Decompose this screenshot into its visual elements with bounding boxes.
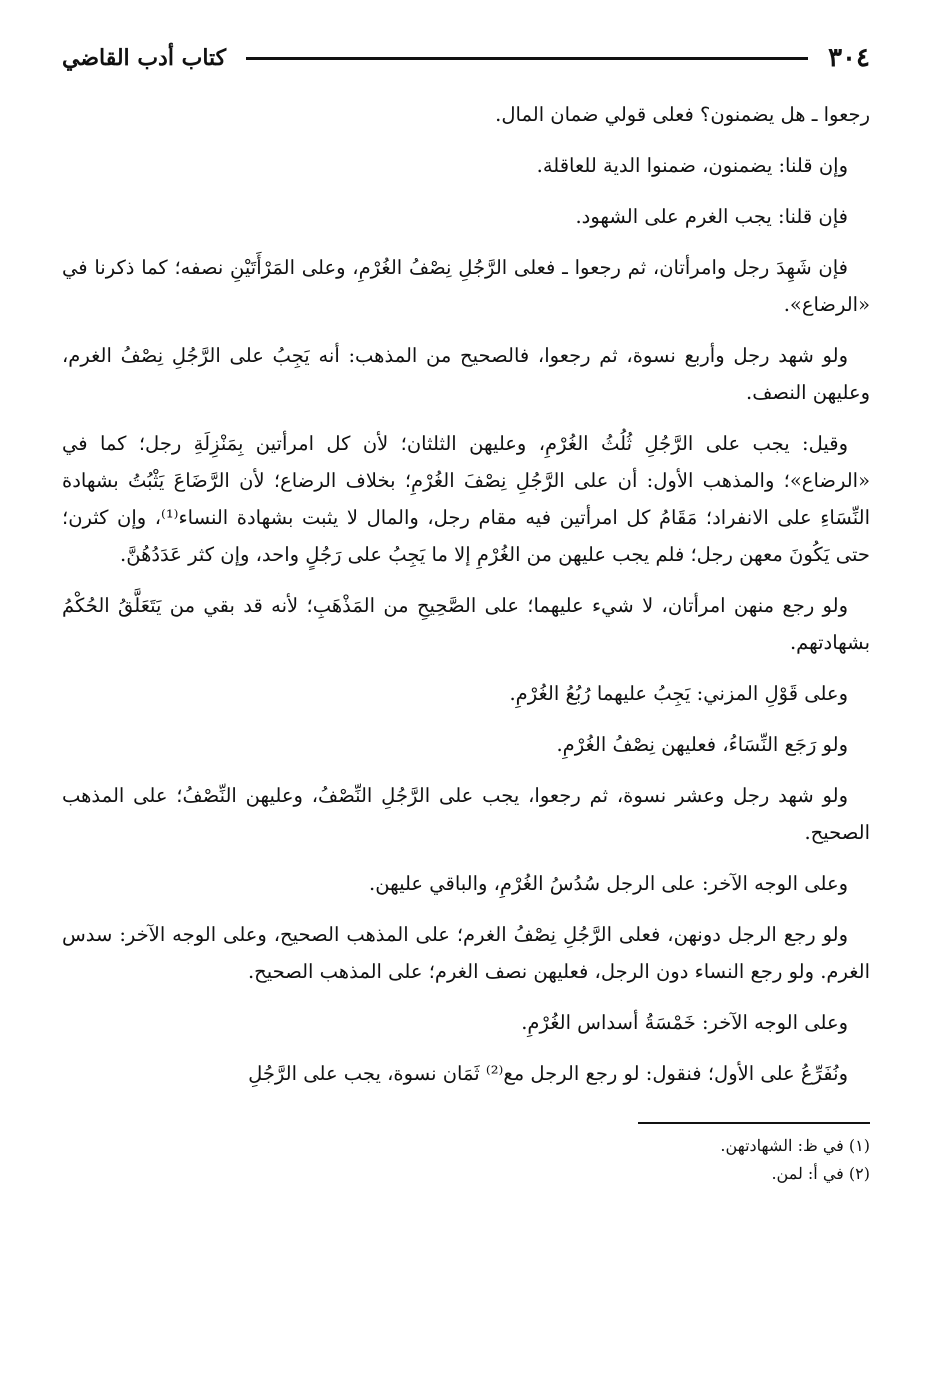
paragraph: فإن قلنا: يجب الغرم على الشهود. (575, 205, 848, 228)
paragraph: فإن شَهِدَ رجل وامرأتان، ثم رجعوا ـ فعلى الرَّجُلِ نِصْفُ الغُرْمِ، وعلى المَرْأَتَيْنِ نصفه؛ كما ذكرنا في «الرضاع». (62, 256, 870, 316)
page-header (62, 40, 870, 76)
footnote-rule (638, 1122, 870, 1124)
paragraph: رجعوا ـ هل يضمنون؟ فعلى قولي ضمان المال. (495, 103, 870, 126)
paragraph: وعلى الوجه الآخر: خَمْسَةُ أسداس الغُرْمِ. (521, 1011, 848, 1034)
page-number: ٣٠٤ (828, 43, 870, 73)
book-page (62, 40, 870, 1188)
footnote: (١) في ظ: الشهادتهن. (720, 1136, 870, 1155)
header-rule (246, 57, 808, 60)
paragraph: ولو شهد رجل وأربع نسوة، ثم رجعوا، فالصحيح من المذهب: أنه يَجِبُ على الرَّجُلِ نِصْفُ الغرم، وعليهن النصف. (62, 344, 870, 404)
paragraph: ولو شهد رجل وعشر نسوة، ثم رجعوا، يجب على الرَّجُلِ النِّصْفُ، وعليهن النِّصْفُ؛ على المذهب الصحيح. (62, 784, 870, 844)
paragraph: ونُفَرِّعُ على الأول؛ فنقول: لو رجع الرجل مع⁽²⁾ ثَمَان نسوة، يجب على الرَّجُلِ (248, 1062, 848, 1085)
paragraph: وإن قلنا: يضمنون، ضمنوا الدية للعاقلة. (536, 154, 848, 177)
paragraph: ولو رَجَع النِّسَاءُ، فعليهن نِصْفُ الغُرْمِ. (556, 733, 848, 756)
paragraph: ولو رجع الرجل دونهن، فعلى الرَّجُلِ نِصْفُ الغرم؛ على المذهب الصحيح، وعلى الوجه الآخر: سدس الغرم. ولو رجع النساء دون الرجل، فعليهن نصف الغرم؛ على المذهب الصحيح. (62, 923, 870, 983)
main-text (62, 96, 870, 1092)
paragraph: وعلى الوجه الآخر: على الرجل سُدُسُ الغُرْمِ، والباقي عليهن. (369, 872, 848, 895)
footnotes (62, 1132, 870, 1188)
paragraph: وعلى قَوْلِ المزني: يَجِبُ عليهما رُبُعُ الغُرْمِ. (509, 682, 848, 705)
book-title: كتاب أدب القاضي (62, 45, 227, 71)
footnote: (٢) في أ: لمن. (771, 1164, 870, 1183)
paragraph: وقيل: يجب على الرَّجُلِ ثُلُثُ الغُرْمِ، وعليهن الثلثان؛ لأن كل امرأتين بِمَنْزِلَةِ رجل؛ كما في «الرضاع»؛ والمذهب الأول: أن على الرَّجُلِ نِصْفَ الغُرْمِ؛ بخلاف الرضاع؛ لأن الرَّضَاعَ يَثْبُتُ بشهادة النِّسَاءِ على الانفراد؛ مَقَامُ كل امرأتين فيه مقام رجل، والمال لا يثبت بشهادة النساء⁽¹⁾، وإن كثرن؛ حتى يَكُونَ معهن رجل؛ فلم يجب عليهن من الغُرْمِ إلا ما يَجِبُ على رَجُلٍ واحد، وإن كثر عَدَدُهُنَّ. (62, 432, 870, 566)
paragraph: ولو رجع منهن امرأتان، لا شيء عليهما؛ على الصَّحِيحِ من المَذْهَبِ؛ لأنه قد بقي من يَتَعَلَّقُ الحُكْمُ بشهادتهم. (62, 594, 870, 654)
